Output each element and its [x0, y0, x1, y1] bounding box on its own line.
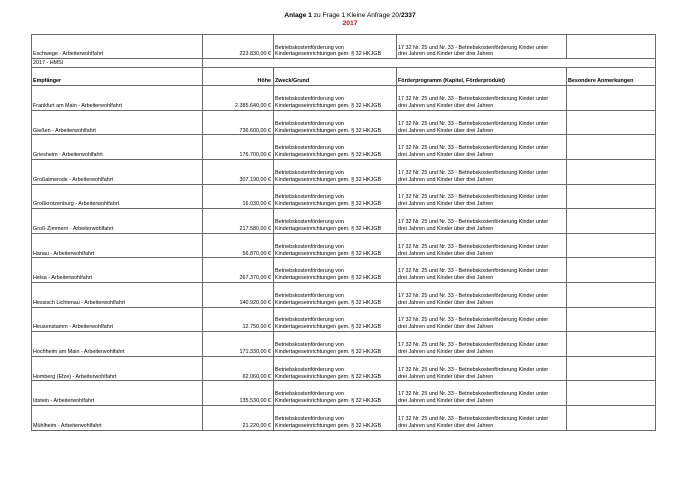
recipient-cell: [32, 184, 203, 209]
purpose-cell-text: Kindertageseinrichtungen gem. § 32 HKJGB: [275, 324, 382, 331]
column-header-hoehe: [203, 67, 274, 85]
purpose-cell-text: Betriebskostenförderung von: [275, 120, 344, 127]
program-cell-text: drei Jahren und Kinder über drei Jahren: [398, 250, 494, 257]
program-cell-text: 17 32 Nr. 25 und Nr. 33 - Betriebskostenförderung Kinder unter: [398, 391, 549, 398]
remarks-cell: [567, 283, 656, 308]
amount-cell: [203, 35, 274, 59]
recipient-cell-text: Helsa - Arbeiterwohlfahrt: [33, 275, 93, 282]
remarks-cell: [567, 184, 656, 209]
amount-cell: [203, 356, 274, 381]
recipient-cell: [32, 233, 203, 258]
amount-cell: [203, 110, 274, 135]
remarks-cell: [567, 332, 656, 357]
recipient-cell: [32, 406, 203, 431]
table-row: [32, 406, 656, 431]
program-cell-text: drei Jahren und Kinder über drei Jahren: [398, 152, 494, 159]
program-cell: [397, 307, 567, 332]
purpose-cell: [274, 356, 397, 381]
program-cell-text: 17 32 Nr. 25 und Nr. 33 - Betriebskostenförderung Kinder unter: [398, 44, 549, 51]
amount-cell-text: 171.330,00 €: [239, 348, 271, 355]
program-cell: [397, 356, 567, 381]
recipient-cell: [32, 283, 203, 308]
table-row: [32, 160, 656, 185]
recipient-cell: [32, 35, 203, 59]
recipient-cell: [32, 381, 203, 406]
purpose-cell: [274, 283, 397, 308]
program-cell-text: 17 32 Nr. 25 und Nr. 33 - Betriebskostenförderung Kinder unter: [398, 145, 549, 152]
grants-table-body: [32, 35, 656, 431]
purpose-cell-text: Betriebskostenförderung von: [275, 44, 344, 51]
purpose-cell-text: Kindertageseinrichtungen gem. § 32 HKJGB: [275, 398, 382, 405]
program-cell: [397, 184, 567, 209]
program-cell: [397, 86, 567, 111]
program-cell-text: drei Jahren und Kinder über drei Jahren: [398, 201, 494, 208]
recipient-cell-text: Großalmerode - Arbeiterwohlfahrt: [33, 176, 113, 183]
table-row: [32, 110, 656, 135]
program-cell-text: drei Jahren und Kinder über drei Jahren: [398, 299, 494, 306]
recipient-cell-text: Groß-Zimmern - Arbeiterwohlfahrt: [33, 225, 114, 232]
purpose-cell: [274, 160, 397, 185]
column-header-zweck: [274, 67, 397, 85]
recipient-cell-text: Homberg (Efze) - Arbeiterwohlfahrt: [33, 373, 117, 380]
column-header-hoehe-text: Höhe: [257, 78, 271, 85]
purpose-cell: [274, 110, 397, 135]
purpose-cell: [274, 381, 397, 406]
purpose-cell-text: Betriebskostenförderung von: [275, 219, 344, 226]
purpose-cell-text: Betriebskostenförderung von: [275, 415, 344, 422]
purpose-cell-text: Kindertageseinrichtungen gem. § 32 HKJGB: [275, 250, 382, 257]
amount-cell: [203, 406, 274, 431]
program-cell-text: 17 32 Nr. 25 und Nr. 33 - Betriebskostenförderung Kinder unter: [398, 366, 549, 373]
purpose-cell-text: Kindertageseinrichtungen gem. § 32 HKJGB: [275, 127, 382, 134]
purpose-cell: [274, 307, 397, 332]
document-header: [0, 12, 700, 20]
purpose-cell-text: Kindertageseinrichtungen gem. § 32 HKJGB: [275, 201, 382, 208]
section-label-text: 2017 - HMSI: [33, 59, 64, 66]
purpose-cell-text: Betriebskostenförderung von: [275, 169, 344, 176]
program-cell-text: drei Jahren und Kinder über drei Jahren: [398, 176, 494, 183]
program-cell: [397, 233, 567, 258]
program-cell: [397, 209, 567, 234]
program-cell: [397, 258, 567, 283]
purpose-cell-text: Betriebskostenförderung von: [275, 391, 344, 398]
purpose-cell: [274, 258, 397, 283]
purpose-cell-text: Kindertageseinrichtungen gem. § 32 HKJGB: [275, 225, 382, 232]
purpose-cell-text: Betriebskostenförderung von: [275, 292, 344, 299]
table-row: [32, 233, 656, 258]
column-header-foerderprogramm: [397, 67, 567, 85]
program-cell-text: drei Jahren und Kinder über drei Jahren: [398, 398, 494, 405]
column-header-zweck-text: Zweck/Grund: [275, 78, 310, 85]
recipient-cell: [32, 332, 203, 357]
column-header-anmerkungen-text: Besondere Anmerkungen: [568, 78, 634, 85]
remarks-cell: [567, 110, 656, 135]
column-header-row: [32, 67, 656, 85]
recipient-cell: [32, 135, 203, 160]
amount-cell-text: 267.370,00 €: [239, 275, 271, 282]
program-cell-text: drei Jahren und Kinder über drei Jahren: [398, 422, 494, 429]
remarks-cell: [567, 233, 656, 258]
purpose-cell: [274, 184, 397, 209]
recipient-cell-text: Heusenstamm - Arbeiterwohlfahrt: [33, 324, 113, 331]
purpose-cell-text: Kindertageseinrichtungen gem. § 32 HKJGB: [275, 299, 382, 306]
table-row: [32, 332, 656, 357]
table-row: [32, 35, 656, 59]
program-cell-text: 17 32 Nr. 25 und Nr. 33 - Betriebskostenförderung Kinder unter: [398, 194, 549, 201]
amount-cell-text: 16.030,00 €: [242, 201, 271, 208]
purpose-cell-text: Kindertageseinrichtungen gem. § 32 HKJGB: [275, 102, 382, 109]
amount-cell: [203, 258, 274, 283]
column-header-empfaenger: [32, 67, 203, 85]
recipient-cell-text: Frankfurt am Main - Arbeiterwohlfahrt: [33, 102, 122, 109]
program-cell-text: drei Jahren und Kinder über drei Jahren: [398, 324, 494, 331]
program-cell: [397, 381, 567, 406]
program-cell: [397, 283, 567, 308]
amount-cell-text: 176.700,00 €: [239, 152, 271, 159]
remarks-cell: [567, 406, 656, 431]
table-row: [32, 86, 656, 111]
amount-cell: [203, 209, 274, 234]
program-cell-text: drei Jahren und Kinder über drei Jahren: [398, 225, 494, 232]
program-cell: [397, 110, 567, 135]
program-cell: [397, 160, 567, 185]
purpose-cell: [274, 233, 397, 258]
purpose-cell-text: Kindertageseinrichtungen gem. § 32 HKJGB: [275, 422, 382, 429]
program-cell-text: 17 32 Nr. 25 und Nr. 33 - Betriebskostenförderung Kinder unter: [398, 219, 549, 226]
recipient-cell-text: Idstein - Arbeiterwohlfahrt: [33, 398, 95, 405]
table-row: [32, 381, 656, 406]
table-row: [32, 135, 656, 160]
amount-cell-text: 217.580,00 €: [239, 225, 271, 232]
table-row: [32, 356, 656, 381]
remarks-cell: [567, 35, 656, 59]
purpose-cell-text: Betriebskostenförderung von: [275, 342, 344, 348]
table-row: [32, 283, 656, 308]
purpose-cell-text: Betriebskostenförderung von: [275, 194, 344, 201]
recipient-cell: [32, 209, 203, 234]
program-cell-text: drei Jahren und Kinder über drei Jahren: [398, 275, 494, 282]
recipient-cell: [32, 307, 203, 332]
recipient-cell-text: Großkrotzenburg - Arbeiterwohlfahrt: [33, 201, 119, 208]
column-header-foerderprogramm-text: Förderprogramm (Kapitel, Förderprodukt): [398, 78, 505, 85]
remarks-cell: [567, 86, 656, 111]
purpose-cell: [274, 332, 397, 357]
purpose-cell-text: Kindertageseinrichtungen gem. § 32 HKJGB: [275, 176, 382, 183]
program-cell-text: 17 32 Nr. 25 und Nr. 33 - Betriebskostenförderung Kinder unter: [398, 169, 549, 176]
amount-cell-text: 736.600,00 €: [239, 127, 271, 134]
purpose-cell: [274, 135, 397, 160]
program-cell-text: 17 32 Nr. 25 und Nr. 33 - Betriebskostenförderung Kinder unter: [398, 243, 549, 250]
purpose-cell-text: Betriebskostenförderung von: [275, 366, 344, 373]
program-cell-text: 17 32 Nr. 25 und Nr. 33 - Betriebskostenförderung Kinder unter: [398, 415, 549, 422]
recipient-cell-text: Hochheim am Main - Arbeiterwohlfahrt: [33, 348, 125, 355]
remarks-cell: [567, 307, 656, 332]
program-cell-text: 17 32 Nr. 25 und Nr. 33 - Betriebskostenförderung Kinder unter: [398, 96, 549, 103]
document-year: 2017: [342, 20, 358, 27]
purpose-cell: [274, 86, 397, 111]
recipient-cell-text: Griesheim - Arbeiterwohlfahrt: [33, 152, 103, 159]
table-row: [32, 184, 656, 209]
program-cell: [397, 135, 567, 160]
request-number: 2337: [400, 12, 416, 19]
amount-cell: [203, 283, 274, 308]
purpose-cell-text: Betriebskostenförderung von: [275, 268, 344, 275]
program-cell-text: drei Jahren und Kinder über drei Jahren: [398, 127, 494, 134]
amount-cell: [203, 86, 274, 111]
amount-cell-text: 62.060,00 €: [242, 373, 271, 380]
amount-cell: [203, 233, 274, 258]
recipient-cell-text: Mühlheim - Arbeiterwohlfahrt: [33, 422, 102, 429]
program-cell-text: drei Jahren und Kinder über drei Jahren: [398, 102, 494, 109]
program-cell-text: drei Jahren und Kinder über drei Jahren: [398, 373, 494, 380]
remarks-cell: [567, 160, 656, 185]
purpose-cell-text: Kindertageseinrichtungen gem. § 32 HKJGB: [275, 152, 382, 159]
remarks-cell: [567, 258, 656, 283]
recipient-cell: [32, 258, 203, 283]
purpose-cell-text: Kindertageseinrichtungen gem. § 32 HKJGB: [275, 348, 382, 355]
remarks-cell: [567, 356, 656, 381]
amount-cell-text: 21.220,00 €: [242, 422, 271, 429]
program-cell-text: drei Jahren und Kinder über drei Jahren: [398, 51, 494, 58]
program-cell: [397, 35, 567, 59]
table-row: [32, 307, 656, 332]
recipient-cell-text: Hessisch Lichtenau - Arbeiterwohlfahrt: [33, 299, 125, 306]
column-header-empfaenger-text: Empfänger: [33, 78, 62, 85]
program-cell-text: 17 32 Nr. 25 und Nr. 33 - Betriebskostenförderung Kinder unter: [398, 317, 549, 324]
program-cell-text: drei Jahren und Kinder über drei Jahren: [398, 348, 494, 355]
table-row: [32, 209, 656, 234]
amount-cell-text: 2.385.640,00 €: [235, 102, 271, 109]
purpose-cell: [274, 209, 397, 234]
program-cell-text: 17 32 Nr. 25 und Nr. 33 - Betriebskostenförderung Kinder unter: [398, 268, 549, 275]
anlage-label: Anlage 1: [284, 12, 312, 19]
recipient-cell-text: Gießen - Arbeiterwohlfahrt: [33, 127, 96, 134]
purpose-cell-text: Kindertageseinrichtungen gem. § 32 HKJGB: [275, 373, 382, 380]
amount-cell: [203, 381, 274, 406]
purpose-cell: [274, 406, 397, 431]
remarks-cell: [567, 381, 656, 406]
purpose-cell-text: Betriebskostenförderung von: [275, 145, 344, 152]
column-header-anmerkungen: [567, 67, 656, 85]
purpose-cell-text: Betriebskostenförderung von: [275, 243, 344, 250]
recipient-cell: [32, 86, 203, 111]
program-cell-text: 17 32 Nr. 25 und Nr. 33 - Betriebskostenförderung Kinder unter: [398, 120, 549, 127]
grants-table: [31, 34, 656, 431]
amount-cell: [203, 184, 274, 209]
purpose-cell-text: Betriebskostenförderung von: [275, 96, 344, 103]
remarks-cell: [567, 135, 656, 160]
program-cell: [397, 406, 567, 431]
recipient-cell-text: Hanau - Arbeiterwohlfahrt: [33, 250, 95, 257]
remarks-cell: [567, 209, 656, 234]
purpose-cell-text: Kindertageseinrichtungen gem. § 32 HKJGB: [275, 51, 382, 58]
amount-cell: [203, 332, 274, 357]
amount-cell: [203, 307, 274, 332]
section-label: [32, 59, 203, 68]
section-row: [32, 59, 656, 68]
purpose-cell-text: Kindertageseinrichtungen gem. § 32 HKJGB: [275, 275, 382, 282]
amount-cell: [203, 135, 274, 160]
program-cell: [397, 332, 567, 357]
recipient-cell: [32, 160, 203, 185]
purpose-cell: [274, 35, 397, 59]
recipient-cell-text: Eschwege - Arbeiterwohlfahrt: [33, 51, 104, 58]
program-cell-text: 17 32 Nr. 25 und Nr. 33 - Betriebskostenförderung Kinder unter: [398, 292, 549, 299]
amount-cell-text: 223.830,00 €: [239, 51, 271, 58]
header-text: zu Frage 1 Kleine Anfrage 20/: [311, 12, 401, 19]
amount-cell: [203, 160, 274, 185]
amount-cell-text: 12.750,00 €: [242, 324, 271, 331]
section-filler: [203, 59, 656, 68]
amount-cell-text: 307.190,00 €: [239, 176, 271, 183]
recipient-cell: [32, 110, 203, 135]
program-cell-text: 17 32 Nr. 25 und Nr. 33 - Betriebskostenförderung Kinder unter: [398, 342, 549, 348]
recipient-cell: [32, 356, 203, 381]
amount-cell-text: 56.870,00 €: [242, 250, 271, 257]
amount-cell-text: 135.530,00 €: [239, 398, 271, 405]
amount-cell-text: 140.920,00 €: [239, 299, 271, 306]
table-row: [32, 258, 656, 283]
purpose-cell-text: Betriebskostenförderung von: [275, 317, 344, 324]
